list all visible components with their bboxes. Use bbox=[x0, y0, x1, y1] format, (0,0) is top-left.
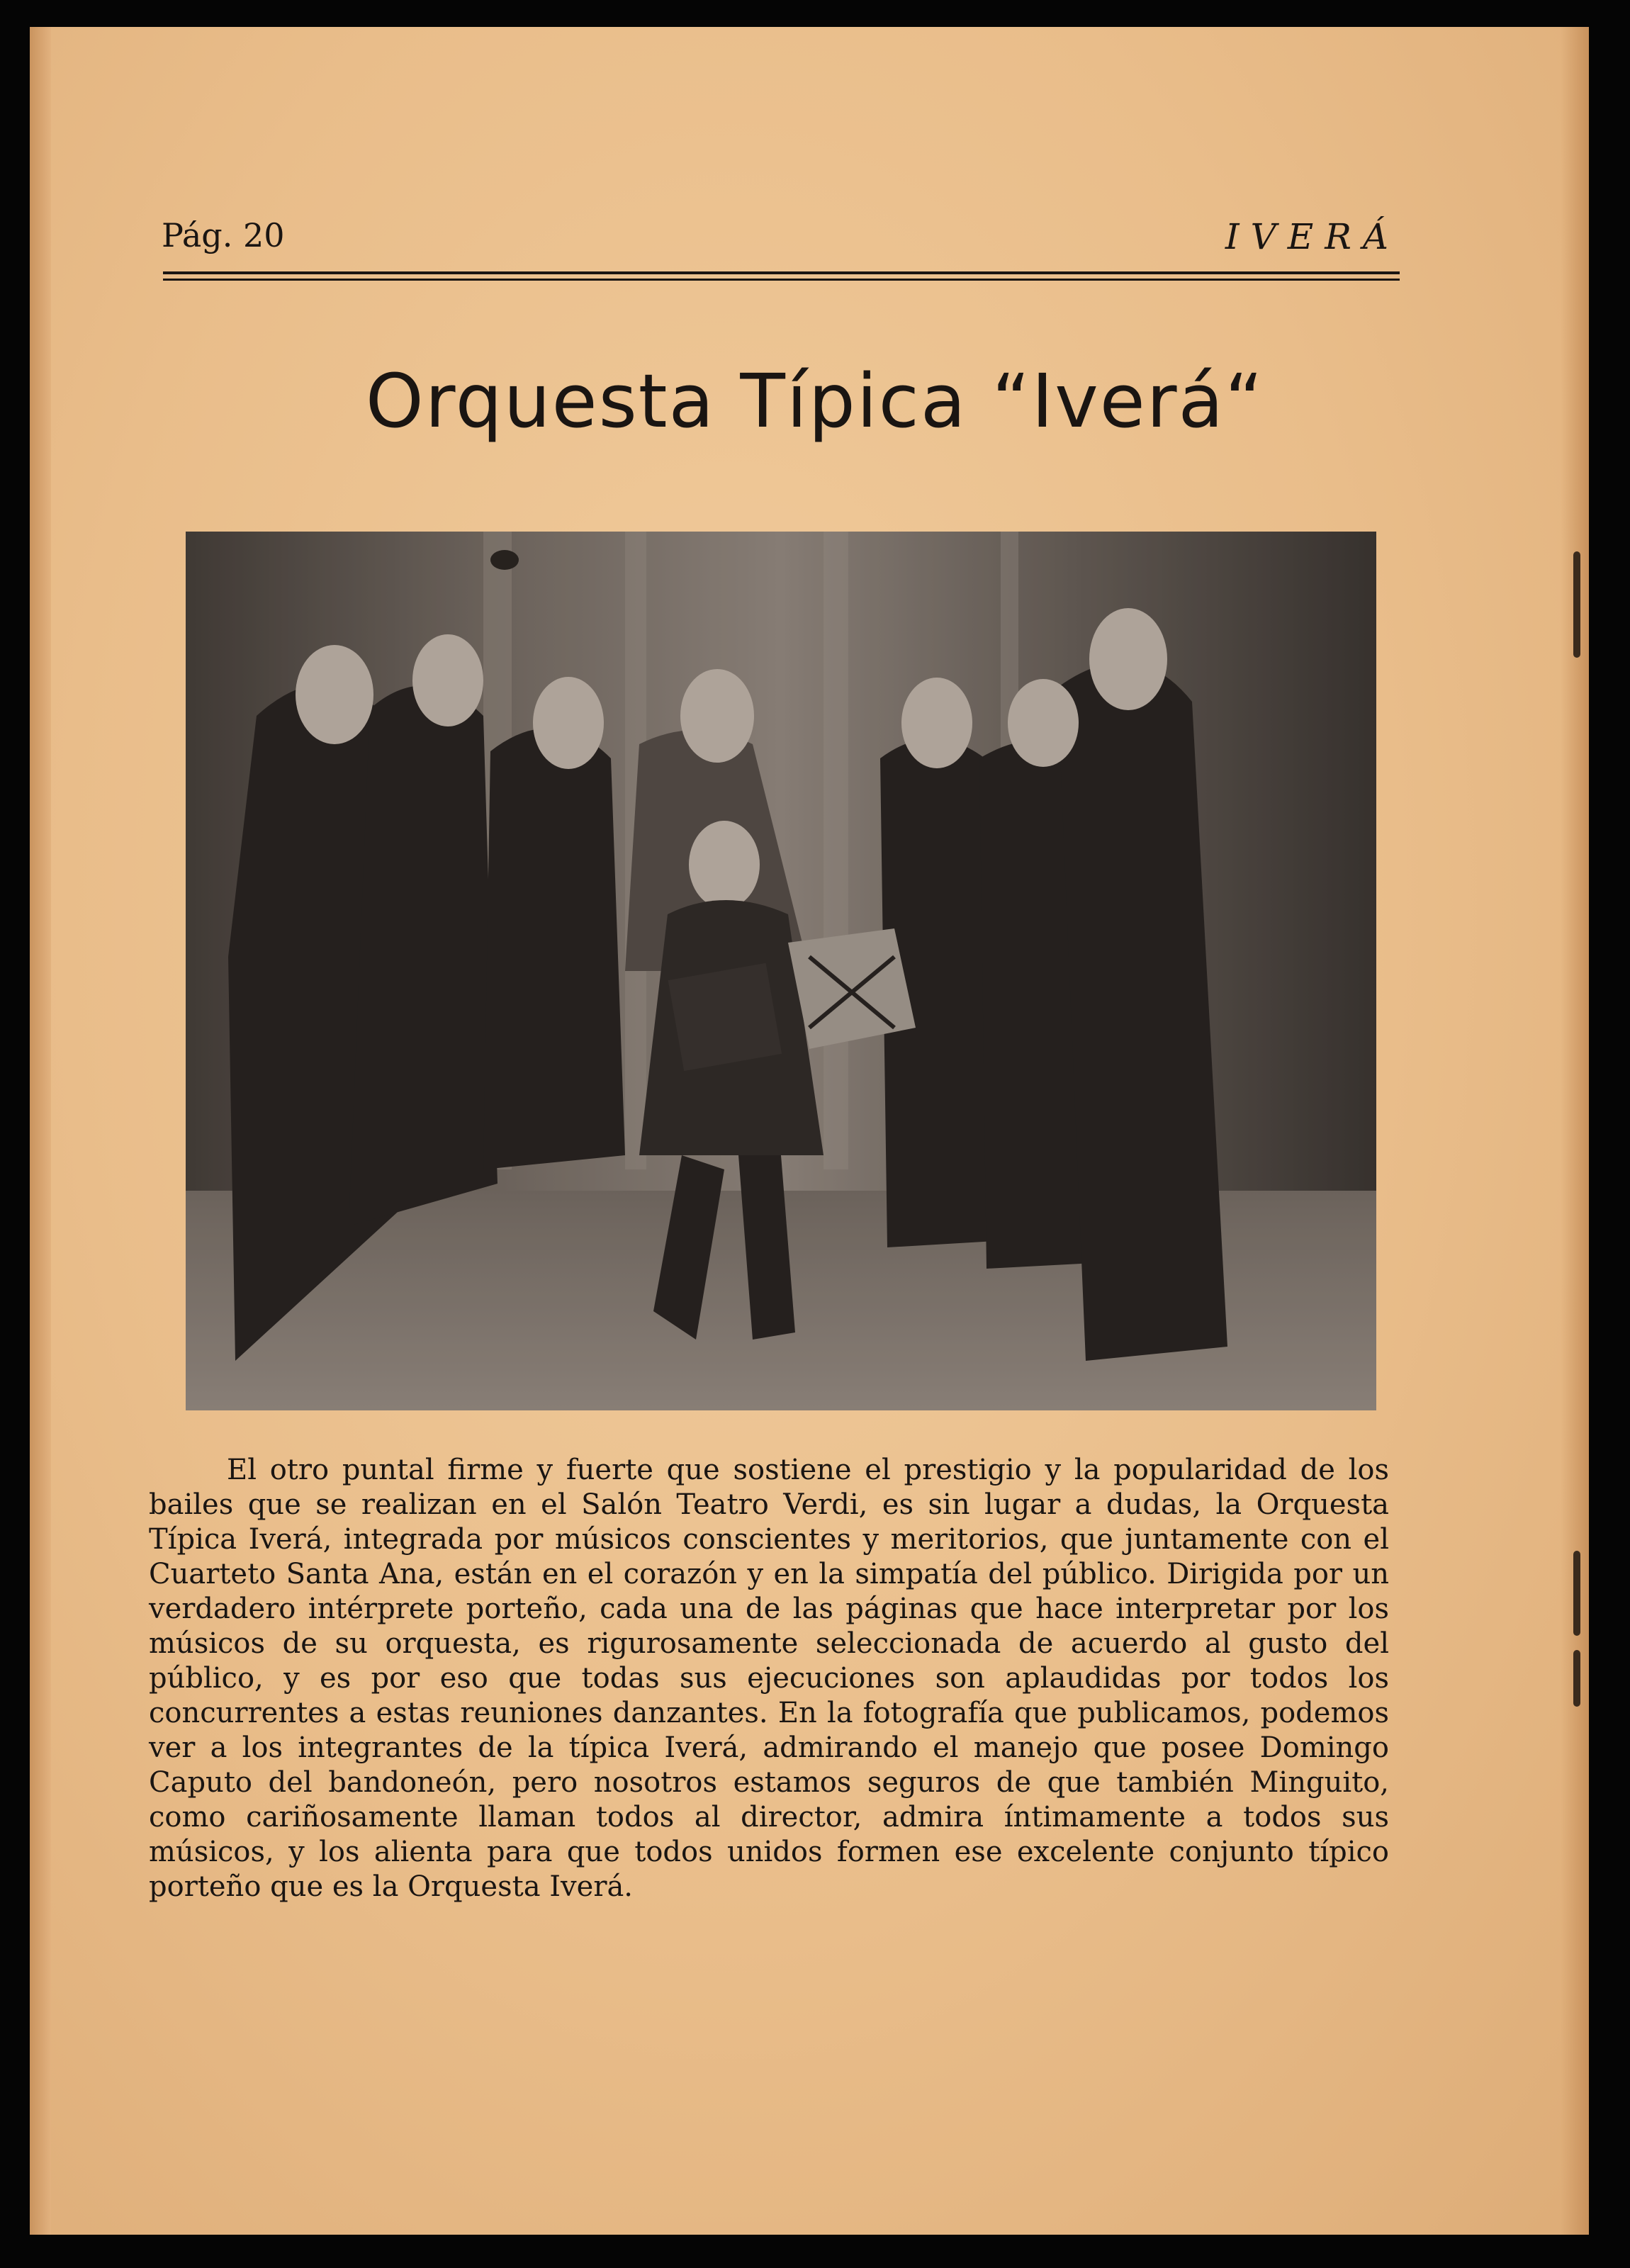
header-rule-bottom bbox=[163, 279, 1400, 281]
orchestra-photograph bbox=[186, 532, 1376, 1410]
staple-top bbox=[1573, 551, 1580, 658]
photo-illustration bbox=[186, 532, 1376, 1410]
staple-bottom bbox=[1573, 1650, 1580, 1707]
staple-middle bbox=[1573, 1551, 1580, 1636]
magazine-name: IVERÁ bbox=[1225, 216, 1400, 257]
article-title: Orquesta Típica “Iverá“ bbox=[365, 358, 1265, 444]
page-header bbox=[135, 188, 1400, 257]
header-rule-top bbox=[163, 271, 1400, 274]
page-number: Pág. 20 bbox=[162, 216, 285, 254]
article-body: El otro puntal firme y fuerte que sostiene el prestigio y la popularidad de los bailes que se realizan en el Salón Teatro Verdi, es sin lugar a dudas, la Orquesta Típica Iverá, integrada por músicos conscientes y meritorios, que juntamente con el Cuarteto Santa Ana, están en el corazón y en la simpatía del público. Dirigida por un verdadero intérprete porteño, cada una de las páginas que hace interpretar por los músicos de su orquesta, es rigurosamente seleccionada de acuerdo al gusto del público, y es por eso que todas sus ejecuciones son aplaudidas por todos los concurrentes a estas reuniones danzantes. En la fotografía que publicamos, podemos ver a los integrantes de la típica Iverá, admirando el manejo que posee Domingo Caputo del bandoneón, pero nosotros estamos seguros de que también Minguito, como cariñosamente llaman todos al director, admira íntimamente a todos sus músicos, y los alienta para que todos unidos formen ese excelente conjunto típico porteño que es la Orquesta Iverá. bbox=[149, 1454, 1389, 1903]
